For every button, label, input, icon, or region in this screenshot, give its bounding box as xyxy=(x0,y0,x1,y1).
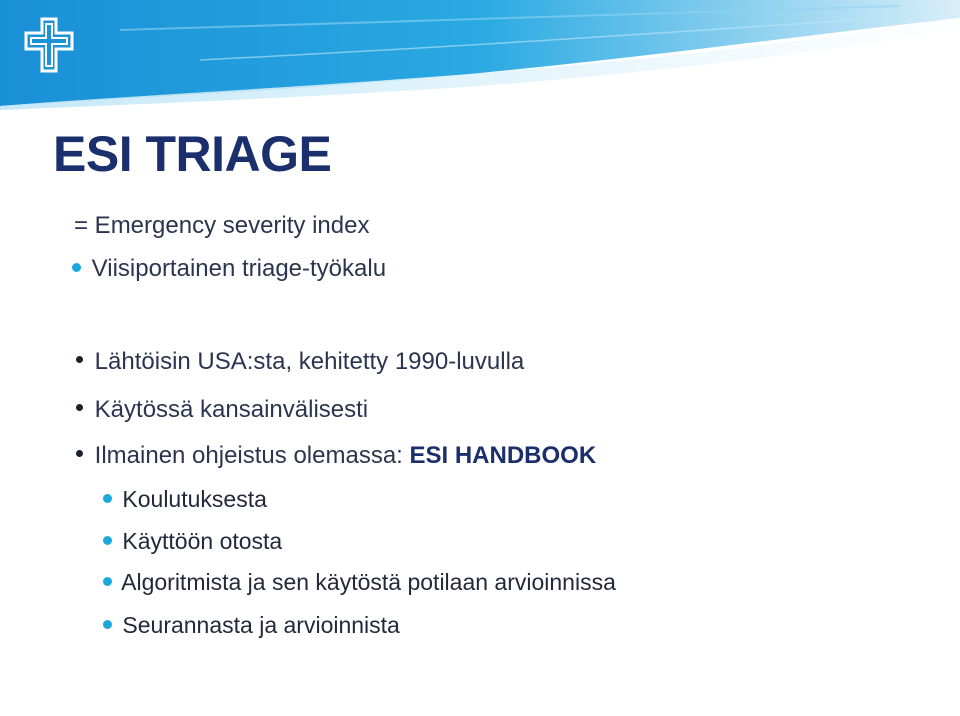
definition-text: = Emergency severity index xyxy=(74,212,370,239)
sub-bullet-text: Algoritmista ja sen käytöstä potilaan arvioinnissa xyxy=(121,569,616,595)
bullet-text: Ilmainen ohjeistus olemassa: xyxy=(94,442,410,469)
sub-bullet-text: Koulutuksesta xyxy=(122,486,267,512)
bullet-lahtoisin xyxy=(76,348,524,376)
handbook-highlight: ESI HANDBOOK xyxy=(409,442,597,469)
sub-bullet-seurannasta xyxy=(103,612,400,639)
sub-bullet-algoritmista xyxy=(103,569,616,596)
bullet-viisiportainen xyxy=(72,255,386,283)
sub-bullet-text: Seurannasta ja arvioinnista xyxy=(122,612,400,638)
bullet-text: Lähtöisin USA:sta, kehitetty 1990-luvulla xyxy=(94,348,525,375)
bullet-handbook xyxy=(76,442,596,470)
header-banner xyxy=(0,0,960,110)
bullet-kaytossa xyxy=(76,396,368,424)
cross-logo-icon xyxy=(22,17,76,73)
sub-bullet-kayttoon xyxy=(103,528,282,555)
slide-title: ESI TRIAGE xyxy=(53,126,332,182)
sub-bullet-text: Käyttöön otosta xyxy=(122,528,283,554)
bullet-text: Viisiportainen triage-työkalu xyxy=(91,255,387,282)
sub-bullet-koulutuksesta xyxy=(103,486,267,513)
bullet-text: Käytössä kansainvälisesti xyxy=(94,396,369,423)
